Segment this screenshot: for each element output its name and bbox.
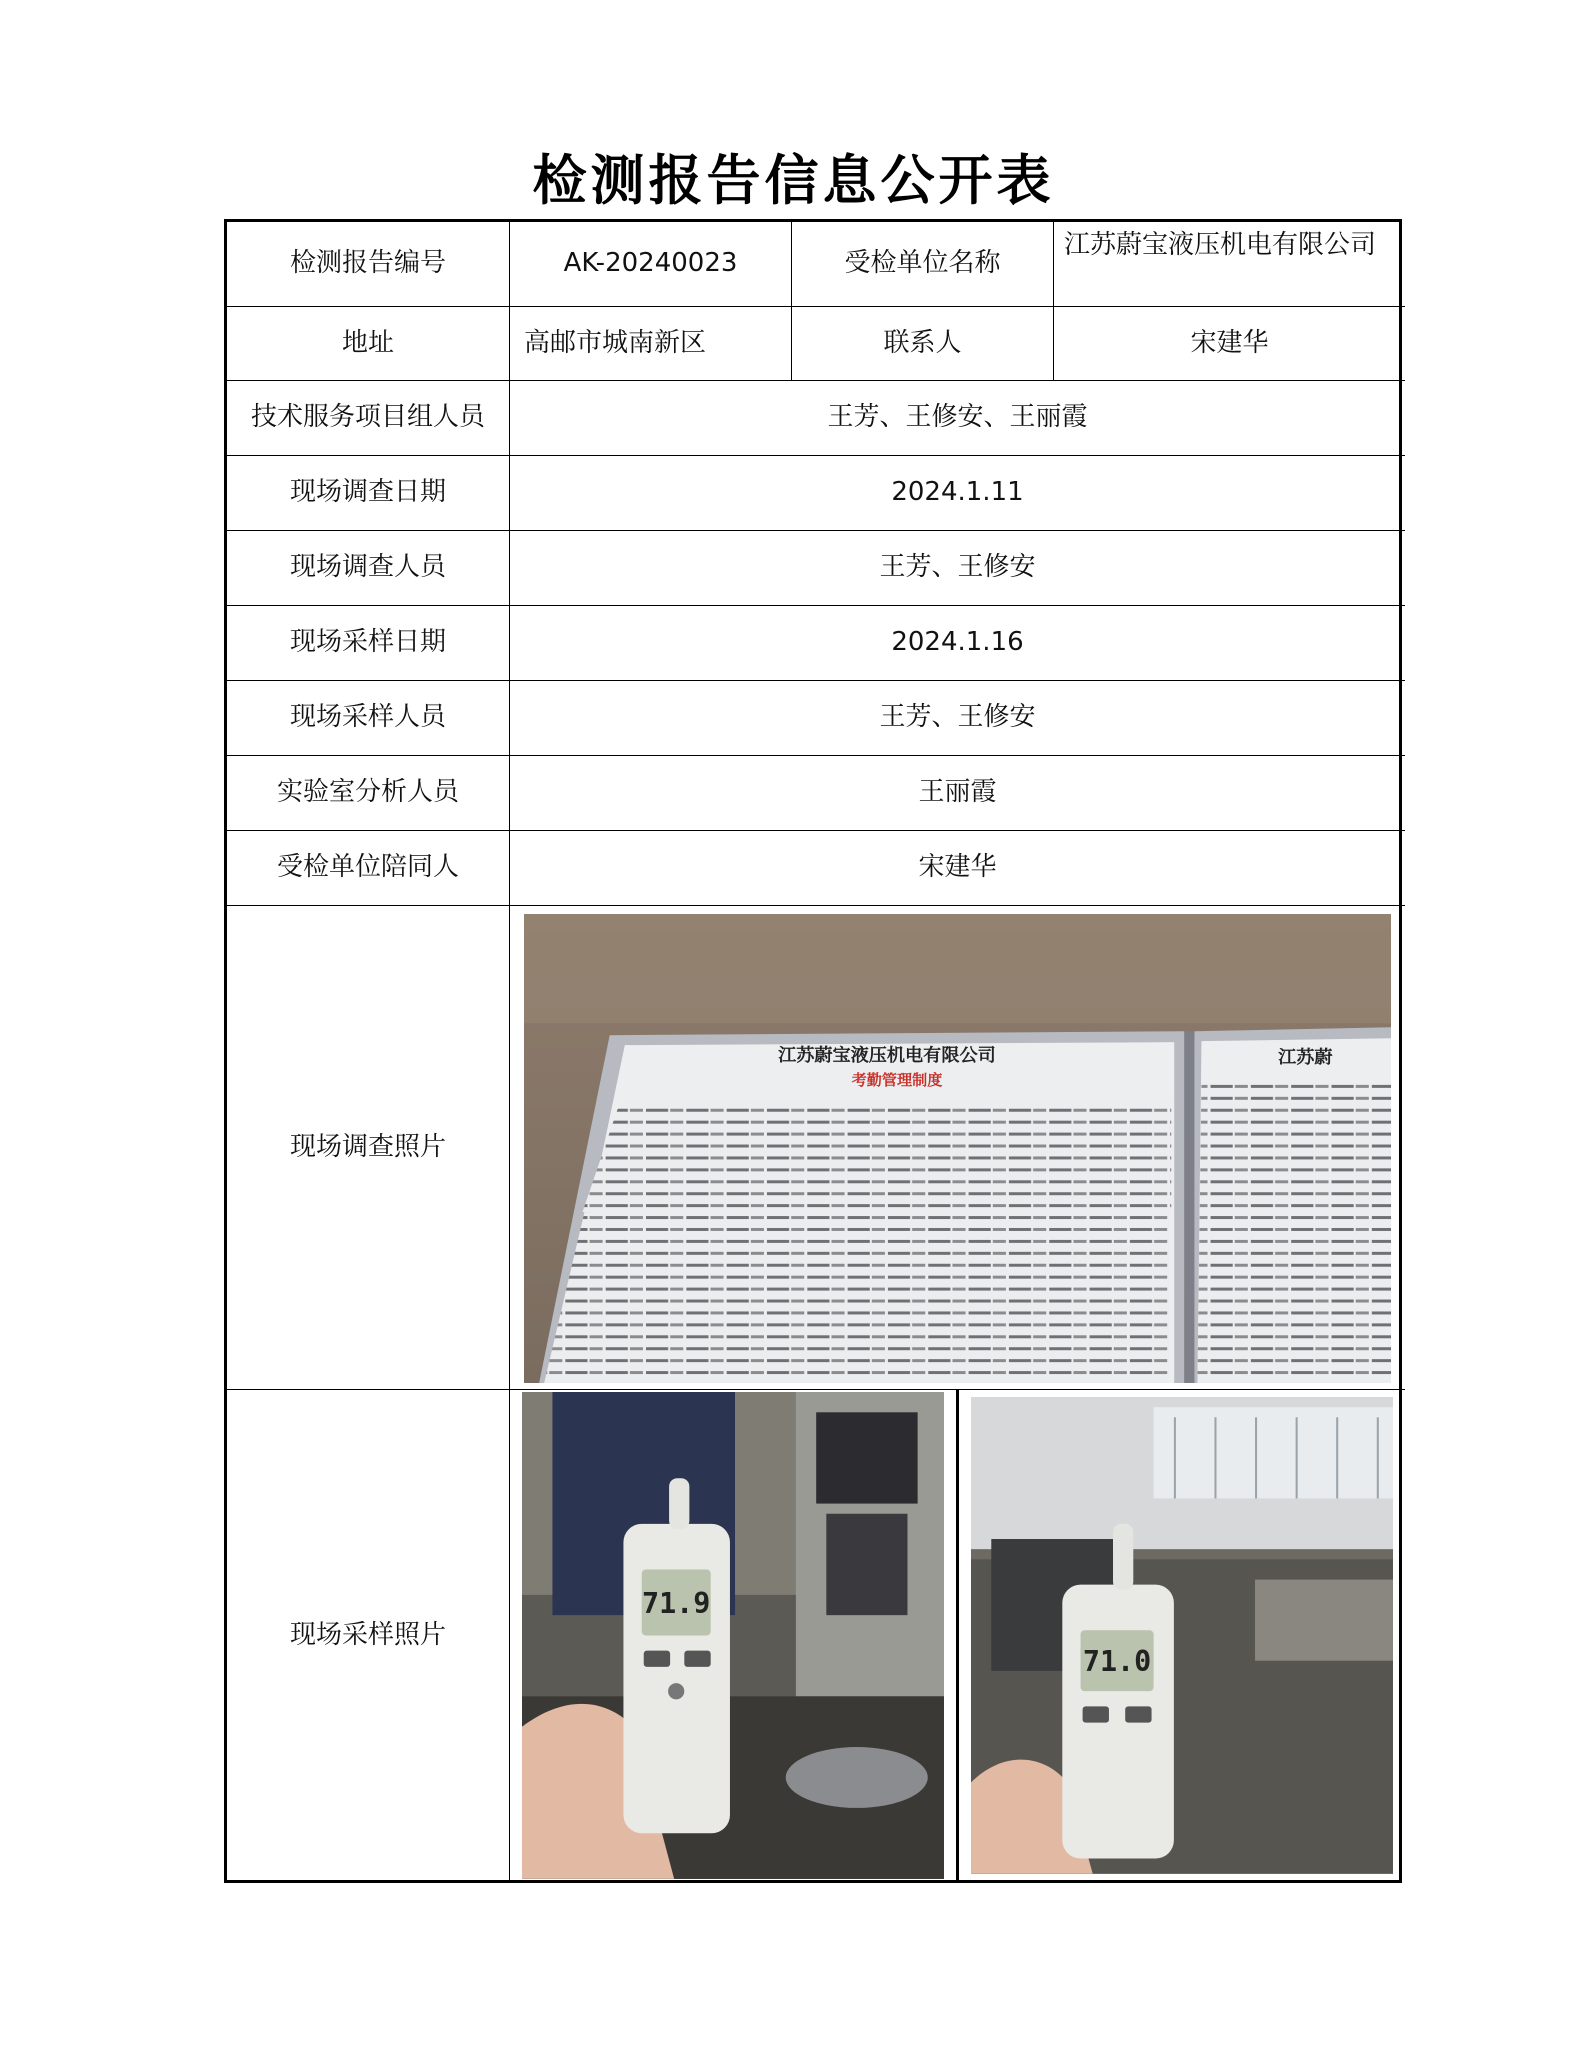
address-value: 高邮市城南新区 bbox=[510, 307, 792, 381]
lab-staff-value: 王丽霞 bbox=[510, 756, 1405, 831]
sampling-photo-cell bbox=[510, 1390, 1405, 1881]
sampling-photo-1-wrap bbox=[510, 1390, 956, 1881]
team-value: 王芳、王修安、王丽霞 bbox=[510, 381, 1405, 456]
sampling-photo-1 bbox=[522, 1392, 944, 1879]
board-title: 江苏蔚宝液压机电有限公司 bbox=[778, 1045, 996, 1067]
lab-staff-label: 实验室分析人员 bbox=[227, 756, 510, 831]
survey-photo bbox=[524, 914, 1391, 1383]
meter-reading-2: 71.0 bbox=[1082, 1645, 1152, 1679]
sampling-staff-label: 现场采样人员 bbox=[227, 681, 510, 756]
sampling-photo-2-wrap bbox=[956, 1390, 1405, 1881]
sound-meter-1 bbox=[623, 1478, 730, 1833]
report-no-label: 检测报告编号 bbox=[227, 222, 510, 307]
escort-value: 宋建华 bbox=[510, 831, 1405, 906]
sampling-date-label: 现场采样日期 bbox=[227, 606, 510, 681]
unit-name-value: 江苏蔚宝液压机电有限公司 bbox=[1054, 222, 1405, 307]
page-title: 检测报告信息公开表 bbox=[532, 148, 1055, 212]
contact-value: 宋建华 bbox=[1054, 307, 1405, 381]
survey-staff-value: 王芳、王修安 bbox=[510, 531, 1405, 606]
survey-date-label: 现场调查日期 bbox=[227, 456, 510, 531]
meter-reading-1: 71.9 bbox=[642, 1587, 711, 1621]
board-right-title: 江苏蔚 bbox=[1278, 1047, 1333, 1069]
escort-label: 受检单位陪同人 bbox=[227, 831, 510, 906]
survey-photo-label: 现场调查照片 bbox=[227, 906, 510, 1390]
unit-name-label: 受检单位名称 bbox=[792, 222, 1054, 307]
survey-staff-label: 现场调查人员 bbox=[227, 531, 510, 606]
address-label: 地址 bbox=[227, 307, 510, 381]
sampling-photo-label: 现场采样照片 bbox=[227, 1390, 510, 1881]
info-table bbox=[224, 219, 1402, 1883]
board-subtitle: 考勤管理制度 bbox=[851, 1071, 943, 1089]
contact-label: 联系人 bbox=[792, 307, 1054, 381]
report-no-value: AK-20240023 bbox=[510, 222, 792, 307]
sampling-staff-value: 王芳、王修安 bbox=[510, 681, 1405, 756]
survey-photo-cell bbox=[510, 906, 1405, 1390]
sampling-date-value: 2024.1.16 bbox=[510, 606, 1405, 681]
survey-date-value: 2024.1.11 bbox=[510, 456, 1405, 531]
sampling-photo-2 bbox=[971, 1397, 1393, 1874]
team-label: 技术服务项目组人员 bbox=[227, 381, 510, 456]
